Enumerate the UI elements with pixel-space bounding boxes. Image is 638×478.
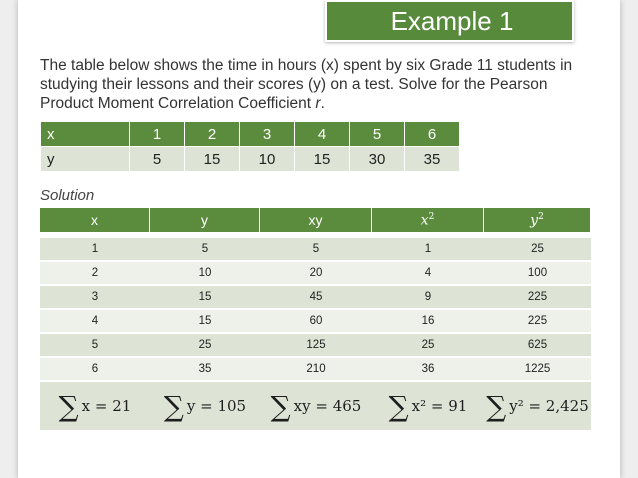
table-cell: 4 [40,310,150,334]
table-cell: 4 [372,262,484,286]
table-cell: 9 [372,286,484,310]
data-table-cell: 5 [350,122,405,147]
data-table-cell: 35 [405,147,460,172]
table-cell: 5 [40,334,150,358]
table-cell: 15 [150,286,260,310]
solution-label: Solution [40,187,95,204]
data-table-cell: 4 [295,122,350,147]
table-cell: 20 [260,262,372,286]
table-cell: 3 [40,286,150,310]
table-row [40,262,591,286]
table-cell: 45 [260,286,372,310]
table-cell: 1225 [484,358,591,382]
data-table-cell: 6 [405,122,460,147]
header-y: y [150,208,260,234]
sigma-icon: ∑ [270,389,291,423]
table-cell: 225 [484,310,591,334]
table-row [40,238,591,262]
table-cell: 60 [260,310,372,334]
intro-variable: r [315,95,321,112]
table-cell: 5 [150,238,260,262]
data-table-cell: 15 [295,147,350,172]
solution-header-row [40,208,591,234]
intro-text [40,56,600,113]
data-table-y-label: y [41,147,130,172]
sigma-icon: ∑ [486,389,507,423]
table-cell: 5 [260,238,372,262]
solution-table [40,208,591,432]
table-cell: 225 [484,286,591,310]
data-table-cell: 30 [350,147,405,172]
table-row [40,358,591,382]
table-cell: 15 [150,310,260,334]
table-cell: 25 [484,238,591,262]
table-cell: 35 [150,358,260,382]
data-table-cell: 10 [240,147,295,172]
header-x: x [40,208,150,234]
table-cell: 1 [372,238,484,262]
table-cell: 210 [260,358,372,382]
sum-x: ∑ x = 21 [40,382,150,432]
data-table-cell: 3 [240,122,295,147]
table-row [40,286,591,310]
table-cell: 25 [372,334,484,358]
header-xy: xy [260,208,372,234]
table-cell: 10 [150,262,260,286]
slide-title: Example 1 [390,6,514,36]
data-table-cell: 2 [185,122,240,147]
intro-end: . [320,95,325,112]
data-table-cell: 5 [130,147,185,172]
table-cell: 1 [40,238,150,262]
sum-y-squared: ∑ y² = 2,425 [484,382,591,432]
table-cell: 100 [484,262,591,286]
data-table [40,121,460,172]
intro-body: The table below shows the time in hours (x) spent by six Grade 11 students in studying their lessons and their scores (y) on a test. Solve for the Pearson Product Moment Correlation Coefficient [40,57,573,112]
table-row [40,310,591,334]
data-table-y-row [41,147,460,172]
sum-y: ∑ y = 105 [150,382,260,432]
sigma-icon: ∑ [58,389,79,423]
header-x-squared: $x^2$ [372,208,484,234]
sum-row [40,382,591,432]
table-cell: 16 [372,310,484,334]
sigma-icon: ∑ [163,389,184,423]
table-cell: 2 [40,262,150,286]
header-y-squared: $y^2$ [484,208,591,234]
table-cell: 36 [372,358,484,382]
sigma-icon: ∑ [388,389,409,423]
table-cell: 6 [40,358,150,382]
table-cell: 25 [150,334,260,358]
data-table-cell: 15 [185,147,240,172]
table-cell: 125 [260,334,372,358]
data-table-x-row [41,122,460,147]
sum-xy: ∑ xy = 465 [260,382,372,432]
sum-x-squared: ∑ x² = 91 [372,382,484,432]
data-table-cell: 1 [130,122,185,147]
data-table-x-label: x [41,122,130,147]
table-row [40,334,591,358]
table-cell: 625 [484,334,591,358]
